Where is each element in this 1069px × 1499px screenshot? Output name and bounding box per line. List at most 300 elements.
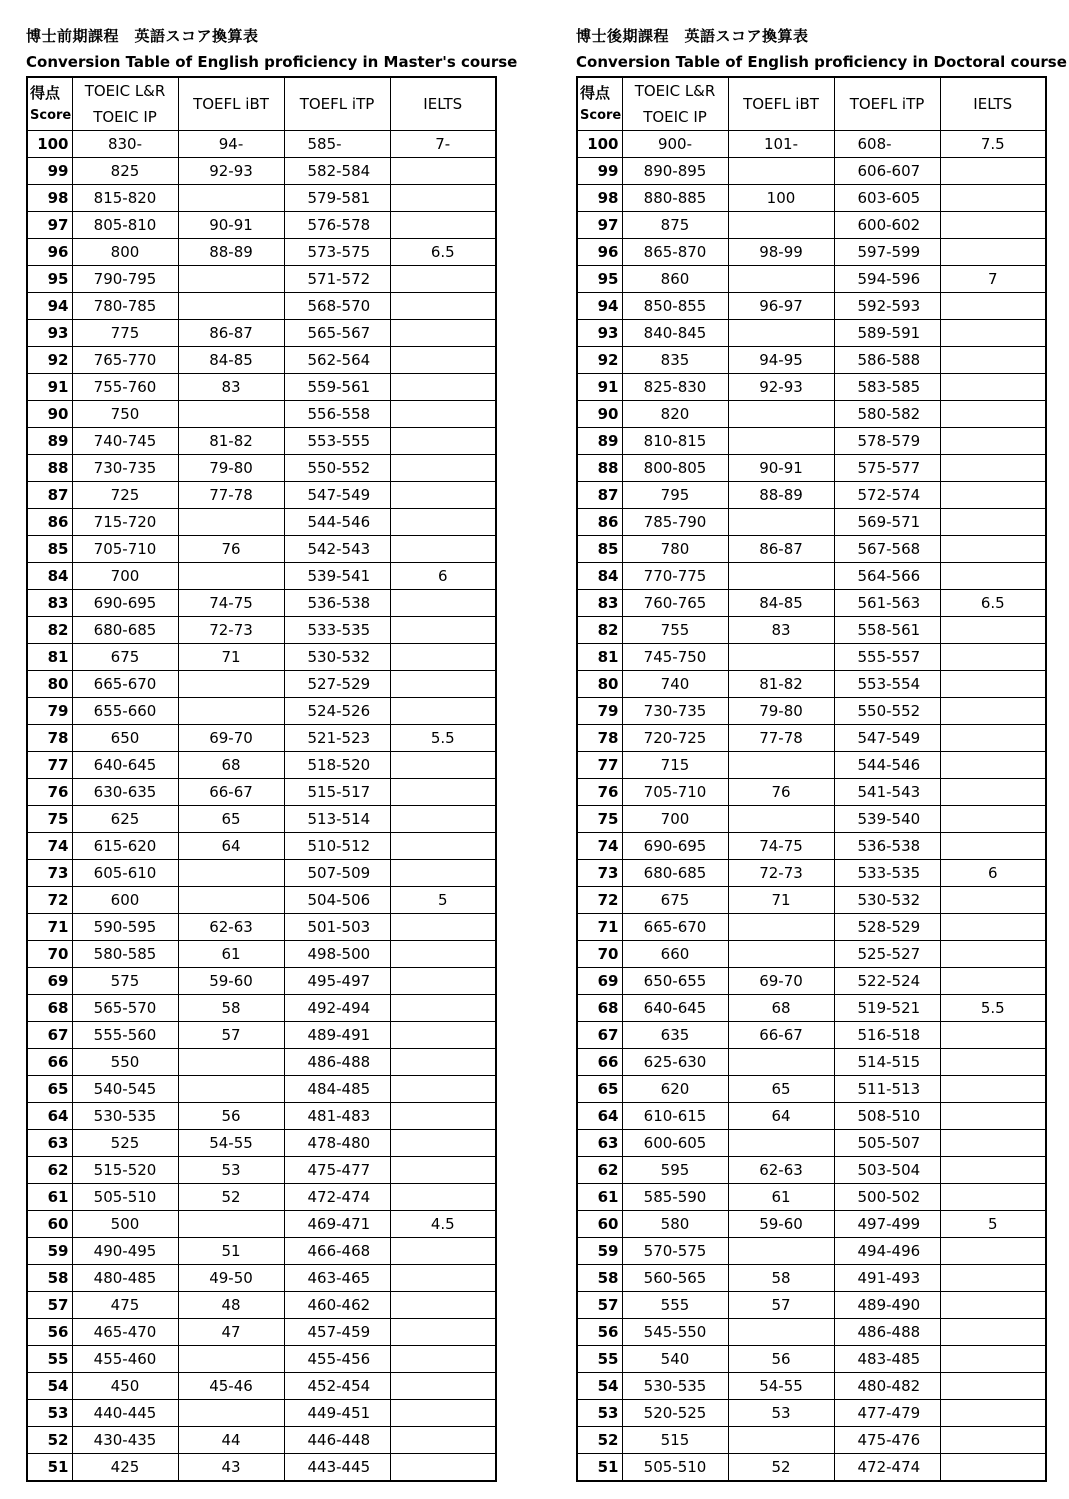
ielts-cell xyxy=(940,374,1046,401)
ielts-cell xyxy=(390,428,496,455)
ibt-cell xyxy=(178,1049,284,1076)
itp-cell: 572-574 xyxy=(834,482,940,509)
score-cell: 54 xyxy=(577,1373,622,1400)
ielts-cell xyxy=(390,455,496,482)
ibt-cell: 81-82 xyxy=(178,428,284,455)
itp-cell: 544-546 xyxy=(834,752,940,779)
toeic-cell: 490-495 xyxy=(72,1238,178,1265)
ielts-cell xyxy=(390,644,496,671)
itp-cell: 576-578 xyxy=(284,212,390,239)
score-cell: 80 xyxy=(27,671,72,698)
ibt-cell xyxy=(728,1427,834,1454)
ibt-cell xyxy=(728,1319,834,1346)
ibt-cell: 88-89 xyxy=(178,239,284,266)
score-cell: 66 xyxy=(577,1049,622,1076)
ielts-cell xyxy=(390,698,496,725)
table-row xyxy=(577,455,1046,482)
table-row xyxy=(577,860,1046,887)
ielts-cell xyxy=(390,1319,496,1346)
ielts-cell xyxy=(390,590,496,617)
ibt-cell: 57 xyxy=(178,1022,284,1049)
toeic-cell: 835 xyxy=(622,347,728,374)
itp-cell: 457-459 xyxy=(284,1319,390,1346)
score-header-ja: 得点 xyxy=(30,83,61,102)
itp-cell: 592-593 xyxy=(834,293,940,320)
score-cell: 57 xyxy=(577,1292,622,1319)
ielts-cell: 5 xyxy=(940,1211,1046,1238)
itp-cell: 475-477 xyxy=(284,1157,390,1184)
score-cell: 62 xyxy=(577,1157,622,1184)
ielts-cell xyxy=(390,212,496,239)
ielts-cell xyxy=(940,1130,1046,1157)
itp-cell: 568-570 xyxy=(284,293,390,320)
ibt-cell: 53 xyxy=(728,1400,834,1427)
table-row xyxy=(577,158,1046,185)
toeic-cell: 560-565 xyxy=(622,1265,728,1292)
toeic-header-line1: TOEIC L&R xyxy=(634,82,716,100)
ibt-cell: 68 xyxy=(178,752,284,779)
table-row xyxy=(27,482,496,509)
score-cell: 87 xyxy=(27,482,72,509)
ielts-cell xyxy=(390,482,496,509)
itp-cell: 446-448 xyxy=(284,1427,390,1454)
ielts-cell xyxy=(390,779,496,806)
ibt-cell: 59-60 xyxy=(178,968,284,995)
ibt-cell xyxy=(728,158,834,185)
toeic-cell: 755-760 xyxy=(72,374,178,401)
ielts-cell xyxy=(390,1427,496,1454)
ielts-cell xyxy=(940,1346,1046,1373)
ibt-cell: 77-78 xyxy=(728,725,834,752)
score-cell: 55 xyxy=(27,1346,72,1373)
ibt-cell: 54-55 xyxy=(178,1130,284,1157)
toeic-cell: 690-695 xyxy=(622,833,728,860)
ielts-cell xyxy=(390,617,496,644)
toeic-cell: 705-710 xyxy=(72,536,178,563)
doctoral-title-ja: 博士後期課程 英語スコア換算表 xyxy=(576,27,809,45)
ielts-cell xyxy=(940,698,1046,725)
table-row xyxy=(577,833,1046,860)
itp-cell: 582-584 xyxy=(284,158,390,185)
ibt-cell: 43 xyxy=(178,1454,284,1482)
masters-title-ja: 博士前期課程 英語スコア換算表 xyxy=(26,27,259,45)
score-cell: 75 xyxy=(577,806,622,833)
toeic-cell: 575 xyxy=(72,968,178,995)
table-row xyxy=(27,185,496,212)
score-cell: 85 xyxy=(27,536,72,563)
ielts-cell xyxy=(390,833,496,860)
toeic-cell: 555 xyxy=(622,1292,728,1319)
ielts-cell xyxy=(940,1238,1046,1265)
ibt-cell xyxy=(728,212,834,239)
score-cell: 92 xyxy=(577,347,622,374)
score-header-en: Score xyxy=(30,107,72,123)
ielts-cell xyxy=(940,347,1046,374)
ielts-cell xyxy=(940,1400,1046,1427)
toeic-cell: 480-485 xyxy=(72,1265,178,1292)
score-cell: 51 xyxy=(27,1454,72,1482)
score-cell: 51 xyxy=(577,1454,622,1482)
ibt-cell: 52 xyxy=(178,1184,284,1211)
toeic-cell: 425 xyxy=(72,1454,178,1482)
ibt-cell xyxy=(178,860,284,887)
ibt-cell: 92-93 xyxy=(728,374,834,401)
itp-cell: 578-579 xyxy=(834,428,940,455)
ielts-cell xyxy=(940,1373,1046,1400)
table-row xyxy=(27,1022,496,1049)
table-row xyxy=(577,428,1046,455)
ielts-cell xyxy=(940,563,1046,590)
doctoral-table-body xyxy=(577,131,1046,1482)
toeic-cell: 680-685 xyxy=(72,617,178,644)
ibt-cell: 100 xyxy=(728,185,834,212)
ibt-cell: 76 xyxy=(178,536,284,563)
ielts-cell: 6.5 xyxy=(940,590,1046,617)
itp-cell: 484-485 xyxy=(284,1076,390,1103)
toeic-cell: 505-510 xyxy=(72,1184,178,1211)
table-row xyxy=(27,1103,496,1130)
table-row xyxy=(577,1319,1046,1346)
table-row xyxy=(577,1022,1046,1049)
itp-cell: 489-491 xyxy=(284,1022,390,1049)
ielts-cell xyxy=(940,482,1046,509)
itp-cell: 519-521 xyxy=(834,995,940,1022)
toeic-cell: 875 xyxy=(622,212,728,239)
itp-cell: 608- xyxy=(834,131,940,158)
toeic-cell: 675 xyxy=(622,887,728,914)
ibt-cell: 62-63 xyxy=(728,1157,834,1184)
ielts-cell xyxy=(390,1400,496,1427)
score-cell: 68 xyxy=(27,995,72,1022)
table-row xyxy=(27,266,496,293)
toeic-cell: 780-785 xyxy=(72,293,178,320)
itp-cell: 553-554 xyxy=(834,671,940,698)
score-cell: 91 xyxy=(27,374,72,401)
itp-cell: 542-543 xyxy=(284,536,390,563)
score-cell: 67 xyxy=(27,1022,72,1049)
score-cell: 60 xyxy=(27,1211,72,1238)
table-row xyxy=(27,1373,496,1400)
toeic-cell: 680-685 xyxy=(622,860,728,887)
itp-cell: 547-549 xyxy=(284,482,390,509)
ielts-cell xyxy=(940,509,1046,536)
score-cell: 97 xyxy=(577,212,622,239)
ibt-cell: 54-55 xyxy=(728,1373,834,1400)
table-row xyxy=(577,482,1046,509)
toeic-header-line2: TOEIC IP xyxy=(643,108,707,126)
toeic-cell: 725 xyxy=(72,482,178,509)
itp-cell: 505-507 xyxy=(834,1130,940,1157)
table-row xyxy=(577,374,1046,401)
toeic-cell: 540 xyxy=(622,1346,728,1373)
ielts-cell xyxy=(940,779,1046,806)
itp-cell: 565-567 xyxy=(284,320,390,347)
ielts-cell xyxy=(390,968,496,995)
toeic-cell: 455-460 xyxy=(72,1346,178,1373)
itp-cell: 522-524 xyxy=(834,968,940,995)
doctoral-panel xyxy=(576,24,1067,1482)
score-cell: 92 xyxy=(27,347,72,374)
toeic-cell: 815-820 xyxy=(72,185,178,212)
ibt-cell xyxy=(178,671,284,698)
itp-cell: 589-591 xyxy=(834,320,940,347)
itp-cell: 536-538 xyxy=(834,833,940,860)
table-row xyxy=(27,212,496,239)
ibt-cell: 58 xyxy=(178,995,284,1022)
toeic-cell: 820 xyxy=(622,401,728,428)
ielts-cell xyxy=(940,752,1046,779)
ibt-cell: 57 xyxy=(728,1292,834,1319)
ibt-cell: 49-50 xyxy=(178,1265,284,1292)
ielts-cell xyxy=(390,293,496,320)
table-row xyxy=(27,806,496,833)
ielts-cell xyxy=(390,509,496,536)
ielts-cell xyxy=(940,806,1046,833)
toeic-cell: 715-720 xyxy=(72,509,178,536)
masters-title-en: Conversion Table of English proficiency in Master's course xyxy=(26,53,518,71)
toeic-cell: 800 xyxy=(72,239,178,266)
score-cell: 81 xyxy=(27,644,72,671)
ibt-cell xyxy=(728,1130,834,1157)
table-row xyxy=(27,1076,496,1103)
table-row xyxy=(577,401,1046,428)
itp-cell: 521-523 xyxy=(284,725,390,752)
score-cell: 82 xyxy=(577,617,622,644)
ibt-cell: 52 xyxy=(728,1454,834,1482)
toeic-cell: 750 xyxy=(72,401,178,428)
ibt-cell: 69-70 xyxy=(178,725,284,752)
toeic-cell: 625-630 xyxy=(622,1049,728,1076)
ibt-cell xyxy=(178,1346,284,1373)
itp-cell: 486-488 xyxy=(834,1319,940,1346)
table-row xyxy=(577,1103,1046,1130)
itp-cell: 541-543 xyxy=(834,779,940,806)
itp-cell: 573-575 xyxy=(284,239,390,266)
ielts-cell xyxy=(390,401,496,428)
score-cell: 85 xyxy=(577,536,622,563)
table-row xyxy=(577,671,1046,698)
toeic-cell: 505-510 xyxy=(622,1454,728,1482)
toeic-cell: 515-520 xyxy=(72,1157,178,1184)
score-header xyxy=(27,77,72,131)
toeic-cell: 605-610 xyxy=(72,860,178,887)
table-row xyxy=(27,347,496,374)
toeic-cell: 615-620 xyxy=(72,833,178,860)
toeic-cell: 730-735 xyxy=(622,698,728,725)
table-row xyxy=(577,320,1046,347)
table-row xyxy=(577,806,1046,833)
table-row xyxy=(577,1454,1046,1482)
itp-cell: 481-483 xyxy=(284,1103,390,1130)
table-row xyxy=(577,644,1046,671)
table-row xyxy=(577,779,1046,806)
score-cell: 88 xyxy=(577,455,622,482)
toeic-cell: 570-575 xyxy=(622,1238,728,1265)
score-cell: 64 xyxy=(27,1103,72,1130)
table-row xyxy=(27,860,496,887)
ibt-cell: 96-97 xyxy=(728,293,834,320)
score-cell: 74 xyxy=(27,833,72,860)
table-row xyxy=(577,1373,1046,1400)
table-row xyxy=(27,725,496,752)
table-row xyxy=(577,698,1046,725)
ielts-cell xyxy=(940,914,1046,941)
itp-cell: 500-502 xyxy=(834,1184,940,1211)
ielts-cell: 6 xyxy=(940,860,1046,887)
table-row xyxy=(27,941,496,968)
toeic-cell: 500 xyxy=(72,1211,178,1238)
table-row xyxy=(27,1319,496,1346)
ibt-cell: 72-73 xyxy=(178,617,284,644)
toeic-cell: 755 xyxy=(622,617,728,644)
toeic-cell: 540-545 xyxy=(72,1076,178,1103)
table-row xyxy=(577,968,1046,995)
score-cell: 78 xyxy=(577,725,622,752)
score-cell: 69 xyxy=(27,968,72,995)
ibt-cell: 51 xyxy=(178,1238,284,1265)
ielts-cell: 6.5 xyxy=(390,239,496,266)
ibt-cell: 83 xyxy=(178,374,284,401)
toeic-cell: 600 xyxy=(72,887,178,914)
itp-cell: 495-497 xyxy=(284,968,390,995)
ibt-cell: 79-80 xyxy=(728,698,834,725)
score-cell: 55 xyxy=(577,1346,622,1373)
itp-cell: 555-557 xyxy=(834,644,940,671)
itp-cell: 539-541 xyxy=(284,563,390,590)
itp-cell: 475-476 xyxy=(834,1427,940,1454)
itp-cell: 530-532 xyxy=(834,887,940,914)
score-cell: 68 xyxy=(577,995,622,1022)
toeic-cell: 730-735 xyxy=(72,455,178,482)
ielts-cell xyxy=(390,1292,496,1319)
ielts-cell xyxy=(390,1130,496,1157)
score-cell: 57 xyxy=(27,1292,72,1319)
score-cell: 98 xyxy=(27,185,72,212)
ielts-cell xyxy=(940,833,1046,860)
table-row xyxy=(577,239,1046,266)
score-cell: 75 xyxy=(27,806,72,833)
ibt-cell xyxy=(728,320,834,347)
ibt-cell: 56 xyxy=(728,1346,834,1373)
table-row xyxy=(577,1130,1046,1157)
ielts-cell xyxy=(390,1076,496,1103)
itp-cell: 508-510 xyxy=(834,1103,940,1130)
toeic-cell: 565-570 xyxy=(72,995,178,1022)
itp-cell: 558-561 xyxy=(834,617,940,644)
ibt-cell: 86-87 xyxy=(178,320,284,347)
ibt-cell xyxy=(178,509,284,536)
table-row xyxy=(27,995,496,1022)
toeic-cell: 830- xyxy=(72,131,178,158)
itp-header: TOEFL iTP xyxy=(284,77,390,131)
ibt-cell xyxy=(178,698,284,725)
itp-cell: 580-582 xyxy=(834,401,940,428)
itp-cell: 571-572 xyxy=(284,266,390,293)
ielts-cell: 7.5 xyxy=(940,131,1046,158)
ielts-cell xyxy=(390,320,496,347)
toeic-cell: 745-750 xyxy=(622,644,728,671)
itp-cell: 491-493 xyxy=(834,1265,940,1292)
itp-cell: 460-462 xyxy=(284,1292,390,1319)
toeic-cell: 475 xyxy=(72,1292,178,1319)
table-row xyxy=(577,617,1046,644)
ibt-cell: 61 xyxy=(728,1184,834,1211)
itp-cell: 477-479 xyxy=(834,1400,940,1427)
ibt-cell: 90-91 xyxy=(728,455,834,482)
table-row xyxy=(577,131,1046,158)
itp-cell: 483-485 xyxy=(834,1346,940,1373)
ielts-cell xyxy=(390,1373,496,1400)
toeic-cell: 700 xyxy=(622,806,728,833)
table-row xyxy=(27,239,496,266)
score-cell: 65 xyxy=(577,1076,622,1103)
table-row xyxy=(27,590,496,617)
score-cell: 84 xyxy=(27,563,72,590)
toeic-header xyxy=(622,77,728,131)
ielts-cell xyxy=(940,1022,1046,1049)
table-row xyxy=(577,509,1046,536)
ibt-cell: 76 xyxy=(728,779,834,806)
score-cell: 58 xyxy=(27,1265,72,1292)
itp-cell: 478-480 xyxy=(284,1130,390,1157)
ielts-cell: 6 xyxy=(390,563,496,590)
toeic-cell: 640-645 xyxy=(72,752,178,779)
ielts-cell xyxy=(390,1265,496,1292)
itp-cell: 518-520 xyxy=(284,752,390,779)
ielts-cell xyxy=(390,347,496,374)
toeic-cell: 640-645 xyxy=(622,995,728,1022)
toeic-cell: 825 xyxy=(72,158,178,185)
toeic-cell: 795 xyxy=(622,482,728,509)
ibt-cell: 62-63 xyxy=(178,914,284,941)
toeic-cell: 630-635 xyxy=(72,779,178,806)
score-cell: 97 xyxy=(27,212,72,239)
toeic-cell: 515 xyxy=(622,1427,728,1454)
score-cell: 77 xyxy=(577,752,622,779)
score-cell: 70 xyxy=(27,941,72,968)
toeic-cell: 700 xyxy=(72,563,178,590)
table-header-row xyxy=(577,77,1046,131)
ielts-cell xyxy=(940,1319,1046,1346)
score-cell: 99 xyxy=(27,158,72,185)
itp-cell: 585- xyxy=(284,131,390,158)
ielts-header: IELTS xyxy=(390,77,496,131)
table-row xyxy=(27,1049,496,1076)
score-cell: 95 xyxy=(577,266,622,293)
table-row xyxy=(577,995,1046,1022)
ibt-cell: 71 xyxy=(178,644,284,671)
ibt-cell xyxy=(178,293,284,320)
ibt-cell xyxy=(178,266,284,293)
itp-cell: 550-552 xyxy=(284,455,390,482)
toeic-cell: 600-605 xyxy=(622,1130,728,1157)
table-row xyxy=(577,1049,1046,1076)
score-cell: 83 xyxy=(27,590,72,617)
ielts-cell xyxy=(390,1454,496,1482)
score-cell: 73 xyxy=(577,860,622,887)
toeic-cell: 550 xyxy=(72,1049,178,1076)
itp-cell: 594-596 xyxy=(834,266,940,293)
ielts-cell xyxy=(390,671,496,698)
score-cell: 59 xyxy=(27,1238,72,1265)
ibt-cell: 64 xyxy=(728,1103,834,1130)
toeic-cell: 715 xyxy=(622,752,728,779)
table-row xyxy=(27,752,496,779)
itp-cell: 525-527 xyxy=(834,941,940,968)
ielts-cell xyxy=(940,158,1046,185)
score-cell: 79 xyxy=(27,698,72,725)
ibt-header: TOEFL iBT xyxy=(178,77,284,131)
